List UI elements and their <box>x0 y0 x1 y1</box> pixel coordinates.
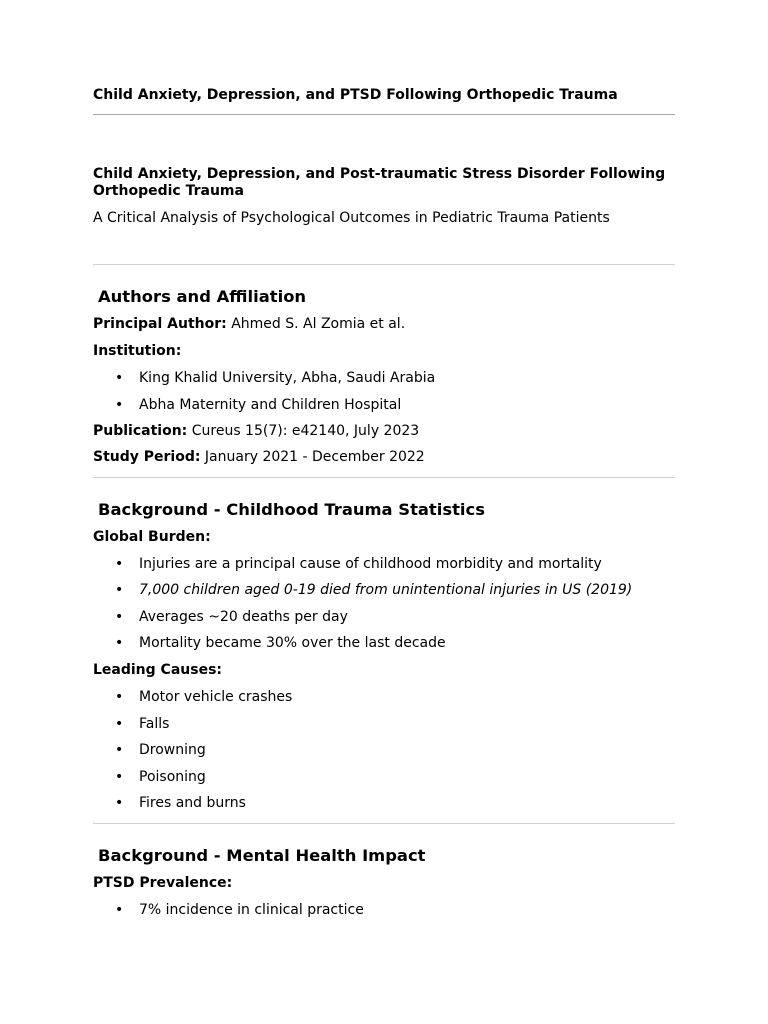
publication-line <box>93 422 675 440</box>
publication-value: Cureus 15(7): e42140, July 2023 <box>187 422 420 439</box>
study-period-line <box>93 448 675 466</box>
principal-author-label: Principal Author: <box>93 316 227 332</box>
list-item: • Mortality became 30% over the last decade <box>93 634 675 652</box>
principal-author-line <box>93 315 675 333</box>
document-header-title: Child Anxiety, Depression, and PTSD Following Orthopedic Trauma <box>93 87 618 103</box>
institution-label: Institution: <box>93 343 182 359</box>
ptsd-prevalence-list <box>93 901 675 919</box>
document-content <box>93 86 675 919</box>
ptsd-prevalence-line <box>93 874 675 892</box>
list-item: • King Khalid University, Abha, Saudi Arabia <box>93 369 675 387</box>
mental-health-section-title: Background - Mental Health Impact <box>98 846 426 865</box>
section-divider-2 <box>93 477 675 478</box>
trauma-stats-section-title: Background - Childhood Trauma Statistics <box>98 499 485 519</box>
institution-list <box>93 369 675 414</box>
global-burden-list <box>93 555 675 653</box>
global-burden-label: Global Burden: <box>93 528 211 545</box>
list-item: • Injuries are a principal cause of childhood morbidity and mortality <box>93 555 675 573</box>
ptsd-prevalence-label: PTSD Prevalence: <box>93 875 233 891</box>
list-item: • 7,000 children aged 0-19 died from unintentional injuries in US (2019) <box>93 581 675 599</box>
leading-causes-label: Leading Causes: <box>93 662 222 678</box>
publication-label: Publication: <box>93 422 188 439</box>
study-period-label: Study Period: <box>93 448 201 465</box>
list-item: • Fires and burns <box>93 794 675 812</box>
main-title: Child Anxiety, Depression, and Post-traumatic Stress Disorder Following Orthopedic Trauma <box>93 166 666 199</box>
list-item: • 7% incidence in clinical practice <box>93 901 675 919</box>
leading-causes-list <box>93 688 675 812</box>
institution-line <box>93 342 675 360</box>
header-divider <box>93 114 675 115</box>
global-burden-line <box>93 528 675 546</box>
list-item: • Motor vehicle crashes <box>93 688 675 706</box>
leading-causes-line <box>93 661 675 679</box>
subtitle: A Critical Analysis of Psychological Outcomes in Pediatric Trauma Patients <box>93 210 610 226</box>
list-item: • Poisoning <box>93 768 675 786</box>
section-divider-3 <box>93 823 675 824</box>
principal-author-value: Ahmed S. Al Zomia et al. <box>226 316 406 332</box>
section-divider-1 <box>93 264 675 265</box>
study-period-value: January 2021 - December 2022 <box>200 448 425 465</box>
list-item: • Averages ~20 deaths per day <box>93 608 675 626</box>
list-item: • Falls <box>93 715 675 733</box>
list-item: • Drowning <box>93 741 675 759</box>
authors-section-title: Authors and Affiliation <box>98 287 307 306</box>
list-item: • Abha Maternity and Children Hospital <box>93 396 675 414</box>
